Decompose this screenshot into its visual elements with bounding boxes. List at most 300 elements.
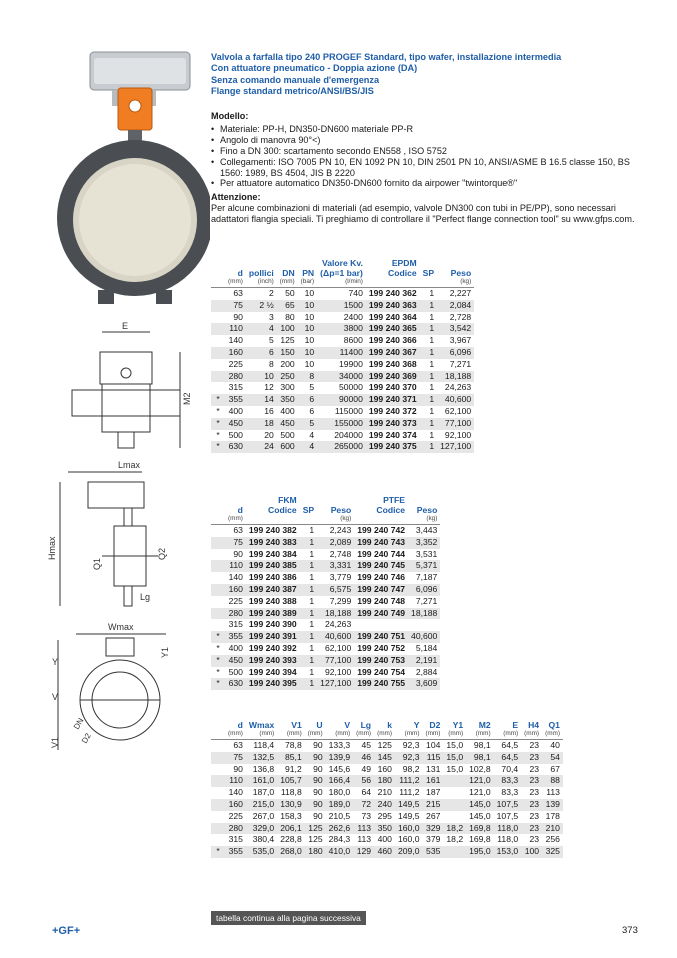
table-cell: 111,2: [395, 775, 423, 787]
table-cell: 1500: [317, 300, 366, 312]
table-dimensions: [211, 720, 563, 858]
table-cell: 136,8: [252, 763, 275, 774]
header-label-2: Codice: [268, 505, 297, 515]
table-cell: 100: [277, 323, 298, 335]
column-header: [354, 495, 408, 525]
table-cell: 350: [277, 394, 298, 406]
column-header: [246, 258, 277, 288]
table-cell: 199 240 742: [357, 525, 406, 535]
table-cell: 199 240 366: [368, 335, 417, 346]
table-cell: 1: [429, 288, 435, 298]
row-marker: *: [216, 429, 220, 440]
table-cell: [443, 799, 466, 811]
table-cell: 199 240 394: [248, 666, 297, 677]
table-cell: 199 240 747: [354, 584, 408, 596]
table-cell: 329: [422, 823, 443, 835]
header-unit: (mm): [228, 730, 243, 737]
table-cell: 121,0: [469, 787, 491, 798]
column-header: [246, 495, 300, 525]
table-cell: 2,084: [437, 300, 474, 312]
model-bullets: [211, 124, 641, 189]
table-cell: 200: [280, 358, 295, 369]
title-line: Senza comando manuale d'emergenza: [211, 74, 380, 85]
header-label: FKM: [278, 495, 297, 505]
table-cell: 160: [377, 763, 392, 774]
row-marker: [211, 549, 225, 561]
table-cell: 268,0: [277, 846, 305, 858]
table-cell: 140: [228, 787, 243, 798]
header-unit: (mm): [307, 730, 323, 737]
row-marker: [211, 371, 225, 383]
column-header: [246, 720, 277, 740]
table-cell: 23: [529, 740, 540, 750]
row-marker: [211, 300, 225, 312]
table-cell: 210: [377, 787, 392, 798]
table-cell: 199 240 753: [354, 655, 408, 667]
table-cell: 64,5: [494, 752, 522, 764]
table-cell: 1: [420, 418, 437, 430]
row-marker: *: [211, 678, 225, 690]
column-header: [317, 495, 354, 525]
table-cell: 78,8: [285, 740, 302, 750]
table-cell: 3,779: [329, 572, 352, 583]
table-cell: 140: [228, 335, 243, 346]
header-label: E: [512, 720, 519, 730]
table-row: [211, 678, 440, 690]
row-marker: [211, 323, 225, 335]
header-label: EPDM: [391, 258, 417, 268]
table-cell: 199 240 386: [248, 572, 297, 583]
row-marker: *: [211, 441, 225, 453]
table-cell: 1: [429, 429, 435, 440]
row-marker: [211, 740, 225, 752]
table-cell: 5: [309, 382, 315, 393]
table-cell: 199 240 746: [357, 572, 406, 583]
table-cell: 24,263: [324, 619, 352, 630]
column-header: [422, 720, 443, 740]
table-cell: 64: [361, 787, 372, 798]
table-cell: 295: [377, 810, 392, 821]
row-marker: [211, 619, 225, 631]
header-unit: (mm): [545, 730, 560, 737]
header-label: H4: [528, 720, 540, 730]
table-row: [211, 667, 440, 679]
table-cell: 199 240 393: [246, 655, 300, 667]
table-cell: 160: [225, 347, 246, 359]
table-cell: 280: [225, 608, 246, 620]
header-unit: (mm): [259, 730, 275, 737]
header-label: Peso: [330, 505, 352, 515]
table-cell: 2,884: [415, 666, 438, 677]
table-cell: 284,3: [328, 834, 351, 845]
table-epdm: [211, 258, 474, 453]
table-cell: 62,100: [324, 642, 352, 653]
table-cell: 500: [280, 429, 295, 440]
table-cell: 2 ½: [246, 300, 277, 312]
table-cell: 161: [422, 775, 443, 787]
label-m2: M2: [182, 392, 192, 405]
header-label: V: [344, 720, 351, 730]
table-cell: 199 240 365: [366, 323, 420, 335]
table-cell: 6,575: [317, 584, 354, 596]
table-cell: 23: [521, 775, 542, 787]
table-cell: 90: [305, 775, 326, 787]
table-cell: 1: [429, 405, 435, 416]
column-header: [277, 720, 305, 740]
header-unit: (mm): [279, 278, 295, 285]
table-cell: 169,8: [466, 823, 494, 835]
table-cell: 23: [521, 752, 542, 764]
table-cell: 90000: [317, 394, 366, 406]
table-cell: 18,188: [317, 608, 354, 620]
header-unit: [369, 278, 417, 286]
table-cell: 280: [225, 371, 246, 383]
row-marker: *: [216, 405, 220, 416]
row-marker: [211, 752, 225, 764]
table-cell: 12: [264, 382, 274, 393]
table-row: [211, 775, 563, 787]
table-cell: 77,100: [317, 655, 354, 667]
table-cell: 2400: [343, 311, 363, 322]
table-cell: 500: [228, 429, 243, 440]
table-cell: 199 240 749: [354, 608, 408, 620]
table-cell: 1: [300, 537, 317, 549]
table-cell: 240: [374, 799, 395, 811]
column-header: [317, 258, 366, 288]
table-cell: 50000: [338, 382, 363, 393]
table-cell: 5: [268, 335, 274, 346]
table-cell: 3,443: [415, 525, 438, 535]
table-cell: 16: [264, 405, 274, 416]
table-cell: 199 240 364: [368, 311, 417, 322]
row-marker: [211, 584, 225, 596]
table-row: [211, 834, 563, 846]
table-cell: 1: [309, 525, 315, 535]
table-cell: 178: [545, 810, 560, 821]
table-cell: 115000: [334, 405, 363, 416]
bullet-item: • Fino a DN 300: scartamento secondo EN558 , ISO 5752: [211, 146, 641, 157]
table-row: [211, 823, 563, 835]
table-cell: 199 240 367: [366, 347, 420, 359]
table-cell: 85,1: [277, 752, 305, 764]
table-cell: 7,271: [415, 595, 438, 606]
column-header: [298, 258, 318, 288]
table-row: [211, 811, 563, 823]
table-cell: 1: [420, 371, 437, 383]
column-header: [395, 720, 423, 740]
table-cell: 199 240 370: [368, 382, 417, 393]
table-cell: 160: [225, 584, 246, 596]
table-cell: 2: [268, 288, 274, 298]
table-cell: 3800: [317, 323, 366, 335]
table-cell: 46: [353, 752, 374, 764]
table-row: [211, 359, 474, 371]
table-cell: 225: [228, 595, 243, 606]
header-label: SP: [422, 268, 435, 278]
table-cell: 1: [300, 678, 317, 690]
table-cell: 140: [228, 572, 243, 583]
table-cell: 2,728: [449, 311, 472, 322]
table-cell: 166,4: [326, 775, 354, 787]
table-cell: 1: [420, 300, 437, 312]
column-header: [300, 495, 317, 525]
table-cell: 6: [298, 394, 318, 406]
table-cell: 18,2: [446, 834, 464, 845]
table-cell: 40,600: [317, 631, 354, 643]
table-cell: 64,5: [501, 740, 519, 750]
label-lg: Lg: [140, 592, 151, 602]
table-cell: 40: [550, 740, 560, 750]
table-cell: 199 240 391: [246, 631, 300, 643]
table-cell: 535: [422, 846, 443, 858]
valve-product-image: [57, 52, 210, 304]
table-cell: 10: [304, 335, 315, 346]
header-label: k: [387, 720, 392, 730]
table-cell: 355: [225, 846, 246, 858]
table-cell: 6: [246, 347, 277, 359]
row-marker: [211, 525, 225, 537]
table-cell: [443, 811, 466, 823]
table-cell: 10: [304, 358, 315, 369]
table-cell: 329,0: [246, 823, 277, 835]
table-cell: 113: [357, 834, 372, 845]
column-header: [277, 258, 298, 288]
header-label: Q1: [548, 720, 560, 730]
table-cell: 67: [550, 763, 560, 774]
table-cell: 2,748: [329, 548, 352, 559]
table-cell: 180: [305, 846, 326, 858]
model-description: [211, 111, 641, 225]
table-cell: 1: [300, 655, 317, 667]
header-unit: (mm): [228, 278, 243, 285]
table-cell: 40,600: [408, 631, 440, 643]
star-header: [211, 258, 225, 288]
table-cell: 65: [277, 300, 298, 312]
table-cell: 199 240 363: [366, 300, 420, 312]
label-y1: Y1: [160, 646, 170, 658]
header-label: DN: [282, 268, 295, 278]
header-label: PTFE: [383, 495, 406, 505]
table-row: [211, 764, 563, 776]
table-cell: 206,1: [277, 823, 305, 835]
column-header: [466, 720, 494, 740]
table-cell: 133,3: [328, 740, 351, 750]
header-label: Peso: [450, 268, 472, 278]
table-cell: 262,6: [326, 823, 354, 835]
table-cell: 90: [233, 311, 243, 322]
table-cell: 1: [309, 666, 315, 677]
table-cell: 125: [280, 335, 295, 346]
table-cell: 90: [233, 548, 243, 559]
table-cell: 189,0: [326, 799, 354, 811]
column-header: [225, 258, 246, 288]
drawing-flange-view: [50, 622, 170, 750]
table-cell: 20: [264, 429, 274, 440]
column-header: [353, 720, 374, 740]
table-row: [211, 608, 440, 620]
table-cell: 355: [225, 394, 246, 406]
header-label: D2: [429, 720, 441, 730]
table-cell: 380,4: [252, 834, 275, 845]
column-header: [366, 258, 420, 288]
header-unit: (kg): [426, 515, 438, 522]
table-cell: 187: [426, 787, 441, 798]
table-cell: 199 240 390: [248, 619, 297, 630]
table-row: [211, 382, 474, 394]
table-cell: [443, 787, 466, 799]
table-cell: 1: [309, 595, 315, 606]
table-cell: 740: [348, 288, 363, 298]
table-cell: 2,191: [408, 655, 440, 667]
table-cell: 10: [304, 311, 315, 322]
table-cell: 3,531: [415, 548, 438, 559]
star-header: [211, 495, 225, 525]
table-cell: 118,0: [497, 834, 519, 845]
bullet-item: • Collegamenti: ISO 7005 PN 10, EN 1092 PN 10, DIN 2501 PN 10, ANSI/ASME B 16.5 classe 150, BS 1560: 1989, BS 4504, JIS B 2220: [211, 157, 641, 179]
header-label: M2: [478, 720, 491, 730]
table-row: [211, 371, 474, 383]
column-header: [225, 720, 246, 740]
table-cell: [354, 619, 408, 631]
table-cell: 204000: [334, 429, 363, 440]
table-cell: 199 240 383: [246, 537, 300, 549]
table-cell: 180: [374, 775, 395, 787]
table-cell: 107,5: [496, 810, 519, 821]
table-cell: 3,542: [437, 323, 474, 335]
table-cell: 199 240 755: [354, 678, 408, 690]
table-cell: 355: [225, 631, 246, 643]
table-cell: 110: [225, 323, 246, 335]
table-cell: 73: [361, 810, 372, 821]
table-cell: 350: [374, 823, 395, 835]
table-cell: 110: [225, 560, 246, 572]
table-cell: 18,2: [443, 823, 466, 835]
table-cell: 199 240 754: [357, 666, 406, 677]
table-cell: 7,299: [329, 595, 352, 606]
header-label: Lg: [360, 720, 372, 730]
table-cell: 400: [280, 405, 295, 416]
table-cell: 83,3: [501, 787, 519, 798]
table-cell: 1: [420, 394, 437, 406]
table-cell: 1: [429, 335, 435, 346]
table-row: [211, 441, 474, 453]
row-marker: *: [211, 655, 225, 667]
table-cell: 199 240 389: [246, 608, 300, 620]
header-label: SP: [302, 505, 315, 515]
row-marker: [211, 537, 225, 549]
table-row: [211, 799, 563, 811]
table-cell: 199 240 371: [366, 394, 420, 406]
table-cell: 4: [246, 323, 277, 335]
valve-drawings: [40, 40, 210, 760]
table-cell: 118,4: [253, 740, 275, 750]
table-cell: 1: [429, 311, 435, 322]
table-cell: 102,8: [469, 763, 491, 774]
row-marker: [211, 787, 225, 799]
table-cell: 215,0: [246, 799, 277, 811]
table-cell: 199 240 395: [246, 678, 300, 690]
table-cell: 450: [277, 418, 298, 430]
table-row: [211, 394, 474, 406]
header-unit: (mm): [448, 730, 464, 737]
column-header: [494, 720, 522, 740]
table-cell: 265000: [317, 441, 366, 453]
table-cell: 1: [300, 608, 317, 620]
header-unit: (mm): [356, 730, 372, 737]
table-cell: 267: [426, 810, 441, 821]
table-cell: 115: [422, 752, 443, 764]
title-line: Valvola a farfalla tipo 240 PROGEF Standard, tipo wafer, installazione intermedia: [211, 52, 562, 62]
table-row: [211, 846, 563, 858]
header-unit: [303, 515, 314, 523]
table-cell: 15,0: [446, 763, 464, 774]
header-label-2: Codice: [376, 505, 406, 515]
table-cell: 49: [361, 763, 372, 774]
table-cell: 1: [420, 441, 437, 453]
header-unit: (mm): [228, 515, 243, 522]
table-cell: 199 240 373: [366, 418, 420, 430]
title-line: Con attuatore pneumatico - Doppia azione (DA): [211, 63, 418, 74]
table-cell: 5,371: [408, 560, 440, 572]
table-cell: 18,188: [437, 371, 474, 383]
drawing-front-view: [47, 460, 167, 606]
row-marker: *: [216, 642, 220, 653]
column-header: [437, 258, 474, 288]
header-unit: [423, 278, 434, 286]
table-cell: 62,100: [444, 405, 472, 416]
table-cell: 15,0: [446, 740, 464, 750]
table-cell: 199 240 384: [248, 548, 297, 559]
table-cell: 155000: [317, 418, 366, 430]
table-cell: 19900: [338, 358, 363, 369]
table-cell: 161,0: [246, 775, 277, 787]
row-marker: [211, 608, 225, 620]
header-unit: [249, 515, 297, 523]
row-marker: *: [211, 846, 225, 858]
label-wmax: Wmax: [108, 622, 134, 632]
column-header: [225, 495, 246, 525]
column-header: [420, 258, 437, 288]
row-marker: [211, 799, 225, 811]
table-cell: 210: [542, 823, 563, 835]
label-e: E: [122, 321, 129, 331]
table-cell: 11400: [317, 347, 366, 359]
table-cell: 23: [529, 787, 540, 798]
table-cell: 118,8: [280, 787, 302, 798]
header-unit: (l/min): [345, 278, 363, 285]
row-marker: [211, 823, 225, 835]
table-cell: 1: [309, 572, 315, 583]
table-cell: 125: [305, 823, 326, 835]
table-cell: 139: [542, 799, 563, 811]
table-cell: 210,5: [328, 810, 351, 821]
table-cell: 75: [225, 300, 246, 312]
star-header: [211, 720, 225, 740]
row-marker: [211, 572, 225, 584]
header-unit: (mm): [404, 730, 420, 737]
row-marker: [211, 335, 225, 347]
column-header: [443, 720, 466, 740]
table-cell: 6: [309, 405, 315, 416]
table-cell: 18: [246, 418, 277, 430]
column-header: [408, 495, 440, 525]
table-cell: 7,187: [415, 572, 438, 583]
table-cell: 131: [426, 763, 441, 774]
header-label: Peso: [416, 505, 438, 515]
drawing-side-view: [72, 321, 192, 448]
table-cell: 92,100: [324, 666, 352, 677]
table-cell: 2,089: [317, 537, 354, 549]
